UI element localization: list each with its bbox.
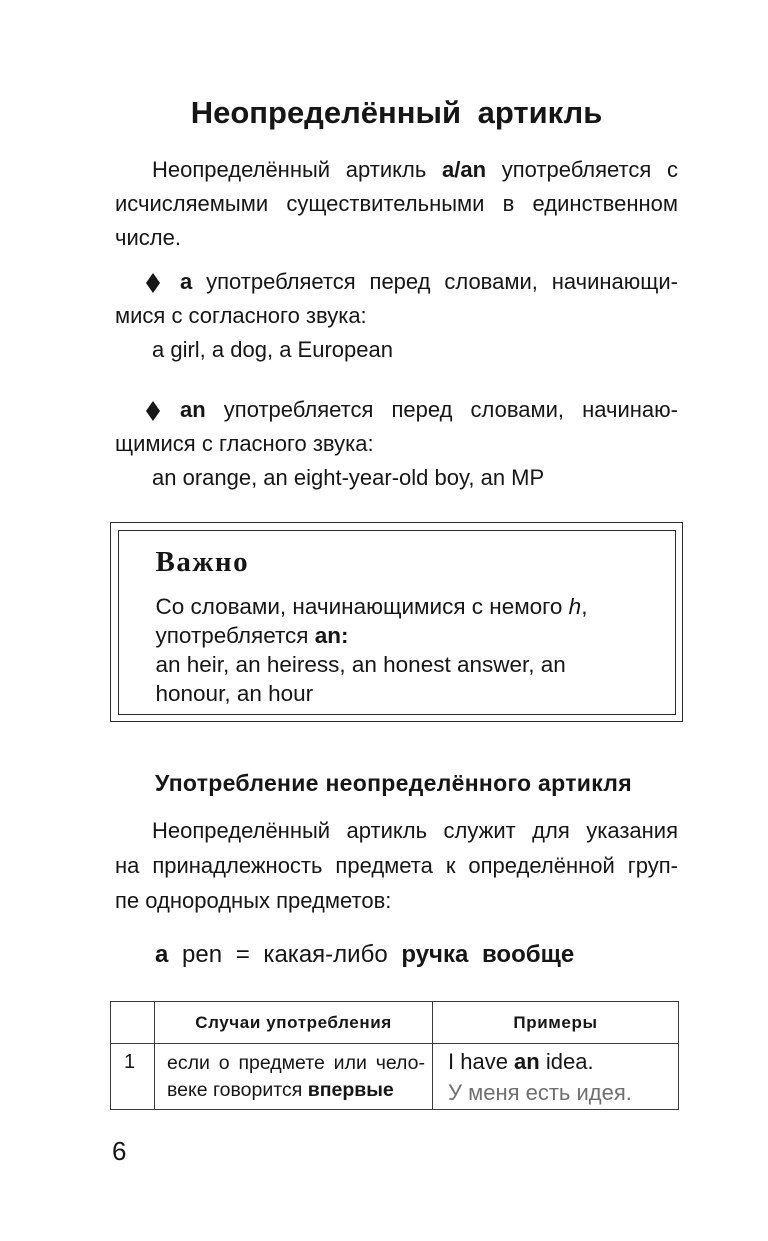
note-text-segment: Со словами, начинающимися с немого — [155, 593, 569, 619]
diamond-bullet-icon — [146, 401, 160, 421]
usage-line-1: Неопределённый артикль служит для указания — [152, 818, 678, 843]
example-cell — [433, 1044, 679, 1110]
example-english — [448, 1046, 678, 1077]
note-line-3: an heir, an heiress, an honest answer, an — [155, 651, 566, 677]
usage-paragraph — [115, 813, 678, 918]
article-term: an — [514, 1048, 540, 1074]
row-number: 1 — [111, 1044, 155, 1110]
note-line-1 — [156, 592, 588, 621]
case-text: веке говорится — [167, 1078, 308, 1101]
rule-text: употребляется перед словами, начинающи- — [192, 269, 678, 294]
usage-example — [155, 939, 574, 971]
usage-case-cell — [155, 1044, 433, 1110]
case-bold-text: впервые — [307, 1078, 394, 1101]
intro-line-3: числе. — [115, 225, 181, 250]
example-text: idea. — [539, 1048, 594, 1074]
number-column-header — [111, 1002, 155, 1044]
note-inner-frame — [118, 530, 676, 715]
rule-a-paragraph — [115, 265, 678, 367]
note-text-segment: , — [581, 593, 588, 619]
cases-column-header: Случаи употребления — [155, 1002, 433, 1044]
article-term: a — [180, 269, 193, 294]
note-text-segment: употребляется — [155, 622, 315, 648]
examples-column-header: Примеры — [433, 1002, 679, 1044]
example-translation: У меня есть идея. — [448, 1079, 632, 1105]
diamond-bullet-icon — [146, 273, 160, 293]
italic-letter: h — [568, 593, 582, 619]
usage-table — [110, 1001, 679, 1110]
case-line-2 — [167, 1077, 425, 1104]
rule-text: употребляется перед словами, начинаю- — [205, 397, 678, 422]
article-term: an: — [314, 622, 349, 648]
note-line-2 — [156, 621, 588, 650]
case-line-1: если о предмете или чело- — [167, 1051, 425, 1074]
rule-a-line-1 — [115, 265, 678, 299]
article-term: an — [180, 397, 206, 422]
rule-a-line-2: мися с согласного звука: — [115, 303, 367, 328]
table-row — [111, 1044, 679, 1110]
intro-text: Неопределённый артикль — [152, 157, 442, 182]
example-text: pen = какая-либо — [168, 941, 402, 968]
article-term: a — [155, 941, 169, 968]
example-text: I have — [448, 1048, 515, 1074]
section-heading: Употребление неопределённого артикля — [155, 770, 632, 796]
rule-a-examples: a girl, a dog, a European — [152, 337, 393, 362]
intro-line-2: исчисляемыми существительными в единственном — [115, 191, 678, 216]
note-heading: Важно — [155, 545, 250, 578]
table-header-row — [111, 1002, 679, 1044]
example-meaning: ручка вообще — [401, 941, 575, 968]
rule-an-paragraph — [115, 393, 678, 495]
rule-an-line-2: щимися с гласного звука: — [115, 431, 374, 456]
usage-line-3: пе однородных предметов: — [115, 888, 392, 913]
page-number: 6 — [112, 1136, 127, 1166]
intro-text: употребляется с — [486, 157, 678, 182]
rule-an-examples: an orange, an eight-year-old boy, an MP — [152, 465, 545, 490]
important-note-box — [110, 522, 683, 722]
note-text — [156, 592, 588, 708]
page-title: Неопределённый артикль — [190, 95, 603, 130]
usage-line-2: на принадлежность предмета к определённой груп- — [115, 853, 678, 878]
note-line-4: honour, an hour — [155, 680, 314, 706]
intro-line-1 — [115, 153, 678, 187]
rule-an-line-1 — [115, 393, 678, 427]
intro-paragraph — [115, 153, 678, 255]
article-term: a/an — [442, 157, 487, 182]
